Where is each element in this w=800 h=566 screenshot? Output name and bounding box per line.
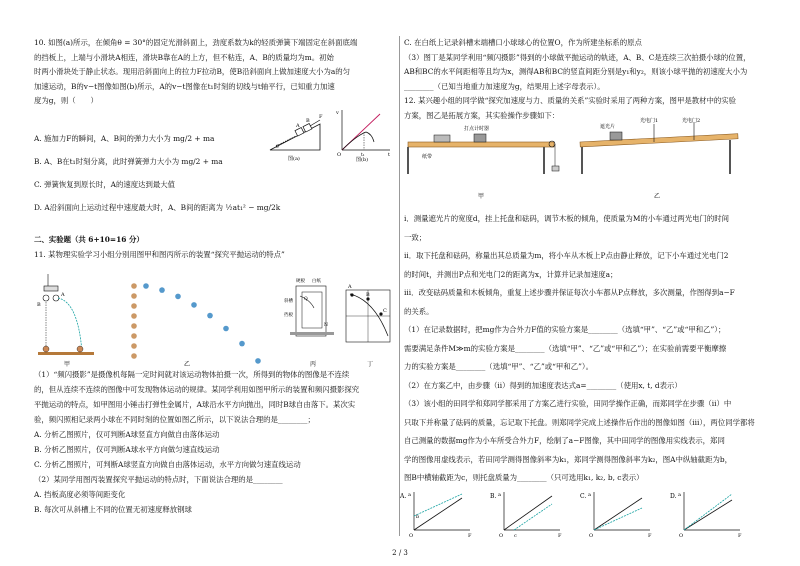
caption-jia-right: 甲 xyxy=(478,193,485,200)
yi-dot-right xyxy=(175,294,181,300)
page-number: 2 / 3 xyxy=(392,549,408,557)
yi-dot-right xyxy=(239,341,245,347)
q10-line: 的挡板上，上端与小滑块A相连，滑块B靠在A的上方，但不粘连，A、B的质量均为m。初始 xyxy=(34,52,334,62)
q11body-line: B. 分析乙图照片，仅可判断A球水平方向做匀速直线运动 xyxy=(34,445,220,454)
caption-ding: 丁 xyxy=(367,361,374,368)
label-timer: 打点计时器 xyxy=(464,126,490,132)
fig-b-caption: 图(b) xyxy=(356,157,369,163)
a-f-graphs xyxy=(400,490,766,540)
steps-line: ii．取下托盘和砝码，称量出其总质量为m，将小车从木板上P点由静止释放，记下小车通过光电门2 xyxy=(404,251,729,260)
fig-a-label-A: A xyxy=(296,123,300,129)
steps-line: 的时间t，并测出P点和光电门2的距离为x，计算并记录加速度a； xyxy=(404,269,618,279)
q10-line: 加速运动，B的v−t图像如图(b)所示，A的v−t图像在t₁时刻的切线与t轴平行，已知重力加速 xyxy=(34,81,335,91)
rlines-line: 方案，图乙是拓展方案，其实验操作步骤如下： xyxy=(404,110,560,120)
rlines-line: ________（已知当地重力加速度为g，结果用上述字母表示）。 xyxy=(404,81,605,91)
apparatus-yi xyxy=(580,117,738,200)
yi-dot-left xyxy=(131,333,137,339)
steps-line: i．测量遮光片的宽度d，挂上托盘和砝码，调节木板的倾角，使质量为M的小车通过两光电门的时间 xyxy=(404,214,730,223)
steps-line: （3）该小组的田同学和郑同学都采用了方案乙进行实验，田同学操作正确，而郑同学在步骤（ii）中 xyxy=(404,399,732,408)
graph-dashed-line xyxy=(594,508,642,530)
label-tape: 纸带 xyxy=(422,154,433,160)
jia-label-A: A xyxy=(61,292,65,298)
graph-dashed-line xyxy=(514,504,552,530)
fig-a-label-F: F xyxy=(319,114,323,120)
steps-line: 需要满足条件M≫m的实验方案是________（选填“甲”、“乙”或“甲和乙”）；在实验前需要平衡摩擦 xyxy=(404,343,727,353)
q11-line: 11. 某物理实验学习小组分别用图甲和图丙所示的装置“探究平抛运动的特点” xyxy=(34,250,285,259)
graph-label-f: F xyxy=(468,533,472,539)
steps-line: （2）在方案乙中，由步骤（ii）得到的加速度表达式a=________（使用x, t, d表示） xyxy=(404,380,682,390)
bing-label-dangban: 挡板 xyxy=(284,313,293,318)
steps-line: 力的实验方案是________（选填“甲”、“乙”或“甲和乙”）。 xyxy=(404,362,593,371)
ding-label-B: B xyxy=(366,292,370,298)
steps-line: iii．改变砝码质量和木板倾角，重复上述步骤并保证每次小车都从P点释放，多次测量，作图得到a−F xyxy=(404,288,735,297)
column-divider xyxy=(399,36,400,536)
graph-option-label: C. xyxy=(580,493,587,500)
yi-dot-right xyxy=(143,283,149,289)
graph-label-a: a xyxy=(588,492,591,498)
figure-yi xyxy=(131,283,261,364)
caption-jia: 甲 xyxy=(64,361,71,368)
graph-intercept-b: b xyxy=(416,514,420,520)
apparatus-jia xyxy=(408,125,559,200)
vt-label-o: O xyxy=(337,152,342,158)
graph-label-o: O xyxy=(679,533,684,539)
graph-dashed-line xyxy=(684,494,732,530)
figure-ding xyxy=(346,284,390,342)
steps-line: 自己测量的数据mg作为小车所受合外力F，绘制了a−F图像，其中田同学的图像用实线表示，郑同 xyxy=(404,436,725,445)
graph-label-o: O xyxy=(499,533,504,539)
steps-line: 学的图像用虚线表示，若田同学测得图像斜率为k₁，郑同学测得图像斜率为k₂，图A中纵轴截距为b， xyxy=(404,454,732,464)
graph-intercept-c: c xyxy=(514,533,517,539)
graph-label-o: O xyxy=(409,533,414,539)
q11body-line: 平抛运动的特点，如甲图用小锤击打弹性金属片，A球沿水平方向抛出，同时B球自由落下。某次实 xyxy=(34,400,356,409)
q10opts-line: D. A沿斜面向上运动过程中速度最大时，A、B间的距离为 ½at₁² − mg/2k xyxy=(34,203,281,212)
caption-yi: 乙 xyxy=(184,361,191,368)
apparatus-figures xyxy=(404,118,766,204)
yi-dot-right xyxy=(223,326,229,332)
yi-dot-left xyxy=(131,353,137,359)
figure-bing xyxy=(284,277,334,336)
rlines-line: C. 在白纸上记录斜槽末端槽口小球球心的位置O，作为所建坐标系的原点 xyxy=(404,38,642,47)
rlines-line: AB和BC的水平间距相等且均为x，测得AB和BC的竖直间距分别是y₁和y₂，则该小球平抛的初速度大小为 xyxy=(404,67,748,76)
yi-dot-left xyxy=(131,323,137,329)
yi-dot-left xyxy=(131,303,137,309)
steps-line: 图B中横轴截距为c，则托盘质量为________（只可选用k₁, k₂, b, c表示） xyxy=(404,473,644,482)
fig-a-label-theta: θ xyxy=(276,145,279,150)
q11body-line: A. 挡板高度必须等间距变化 xyxy=(34,490,126,499)
figure-jia xyxy=(37,274,94,355)
graph-label-a: a xyxy=(498,492,501,498)
q10opts-line: C. 弹簧恢复到原长时，A的速度达到最大值 xyxy=(34,180,176,189)
vt-label-t: t xyxy=(388,152,391,158)
label-gate2: 光电门2 xyxy=(682,118,701,124)
graph-solid-line xyxy=(594,498,642,530)
yi-dot-right xyxy=(207,313,213,319)
yi-dot-right xyxy=(159,287,165,293)
q10opts-line: A. 施加力F的瞬间，A、B间的弹力大小为 mg/2 + ma xyxy=(34,134,215,143)
graph-dashed-line xyxy=(414,494,462,516)
yi-dot-left xyxy=(131,293,137,299)
fig-a-caption: 图(a) xyxy=(288,156,300,162)
bing-label-xiecao: 斜槽 xyxy=(284,299,293,304)
jia-label-B: B xyxy=(37,302,41,308)
graph-label-o: O xyxy=(589,533,594,539)
incline-figure xyxy=(266,112,326,162)
vt-label-t1: t₁ xyxy=(361,153,365,158)
bing-label-baizhi: 白纸 xyxy=(312,279,321,284)
steps-line: 只取下并称量了砝码的质量，忘记取下托盘。则郑同学完成上述操作后作出的图像如图（iii），两位同学都将 xyxy=(404,417,755,427)
q10opts-line: B. A、B在t₁时刻分离，此时弹簧弹力大小为 mg/2 + ma xyxy=(34,157,223,166)
q11body-line: （1）“频闪摄影”是摄像机每隔一定时间就对该运动物体拍摄一次，所得到的物体的图像是不连续 xyxy=(34,370,350,379)
graph-label-a: a xyxy=(408,492,411,498)
ding-label-C: C xyxy=(383,308,387,314)
graph-solid-line xyxy=(414,498,462,530)
bing-label-N: N xyxy=(324,323,328,328)
fig-a-label-B: B xyxy=(306,118,310,124)
graph-option-label: B. xyxy=(490,493,497,500)
graph-option-label: A. xyxy=(400,493,407,500)
yi-dot-left xyxy=(131,313,137,319)
experiment-figures xyxy=(34,266,396,370)
bing-label-yingban: 硬板 xyxy=(296,279,305,284)
ding-label-A: A xyxy=(348,284,352,290)
q10-line: 度为g，则（ ） xyxy=(34,96,98,105)
section-2-title: 二、实验题（共 6+10=16 分） xyxy=(34,235,144,244)
yi-dot-right xyxy=(191,302,197,308)
graph-label-f: F xyxy=(738,533,742,539)
steps-line: （1）在记录数据时，把mg作为合外力F值的实验方案是________（选填“甲”、“乙”或“甲和乙”）； xyxy=(404,325,726,334)
graph-solid-line xyxy=(504,496,552,530)
q11body-line: 的，但从连续不连续的图像中可发现物体运动的规律。某同学利用如图甲所示的装置和频闪摄影探究 xyxy=(34,385,360,394)
graph-label-a: a xyxy=(678,492,681,498)
q11body-line: C. 分析乙图照片，可判断A球竖直方向做自由落体运动，水平方向做匀速直线运动 xyxy=(34,460,301,469)
label-shade: 遮光片 xyxy=(600,124,616,130)
q11body-line: （2）某同学用图丙装置探究平抛运动的特点时，下面说法合理的是________ xyxy=(34,475,283,484)
yi-dot-left xyxy=(131,343,137,349)
label-gate1: 光电门1 xyxy=(640,118,659,124)
steps-line: 的关系。 xyxy=(404,306,434,316)
graph-solid-line xyxy=(684,500,732,530)
caption-yi-right: 乙 xyxy=(654,193,661,200)
q11body-line: B. 每次可从斜槽上不同的位置无初速度释放钢球 xyxy=(34,505,192,514)
graph-option-label: D. xyxy=(670,493,677,500)
bing-label-Q: Q xyxy=(304,297,308,302)
yi-dot-left xyxy=(131,283,137,289)
caption-bing: 丙 xyxy=(310,361,317,368)
q10-line: 10. 如图(a)所示，在倾角θ = 30°的固定光滑斜面上，劲度系数为k的轻质弹簧下端固定在斜面底端 xyxy=(34,38,358,47)
vt-label-v: v xyxy=(336,110,339,116)
graph-label-f: F xyxy=(558,533,562,539)
yi-dot-right xyxy=(255,358,261,364)
vt-graph xyxy=(334,106,394,162)
q10-line: 时两小滑块处于静止状态。现用沿斜面向上的拉力F拉动B，使B沿斜面向上做加速度大小为a的匀 xyxy=(34,67,351,76)
q11body-line: 验，频闪照相记录两小球在不同时刻的位置如图乙所示，以下说法合理的是________； xyxy=(34,415,315,424)
q11body-line: A. 分析乙图照片，仅可判断A球竖直方向做自由落体运动 xyxy=(34,430,220,439)
rlines-line: （3）图丁是某同学利用“频闪摄影”得到的小球做平抛运动的轨迹，A、B、C是连续三次拍摄小球的位置， xyxy=(404,52,751,62)
steps-line: 一致； xyxy=(404,232,427,242)
graph-label-f: F xyxy=(648,533,652,539)
rlines-line: 12. 某兴趣小组的同学做“探究加速度与力、质量的关系”实验时采用了两种方案，图甲是教材中的实验 xyxy=(404,96,737,105)
